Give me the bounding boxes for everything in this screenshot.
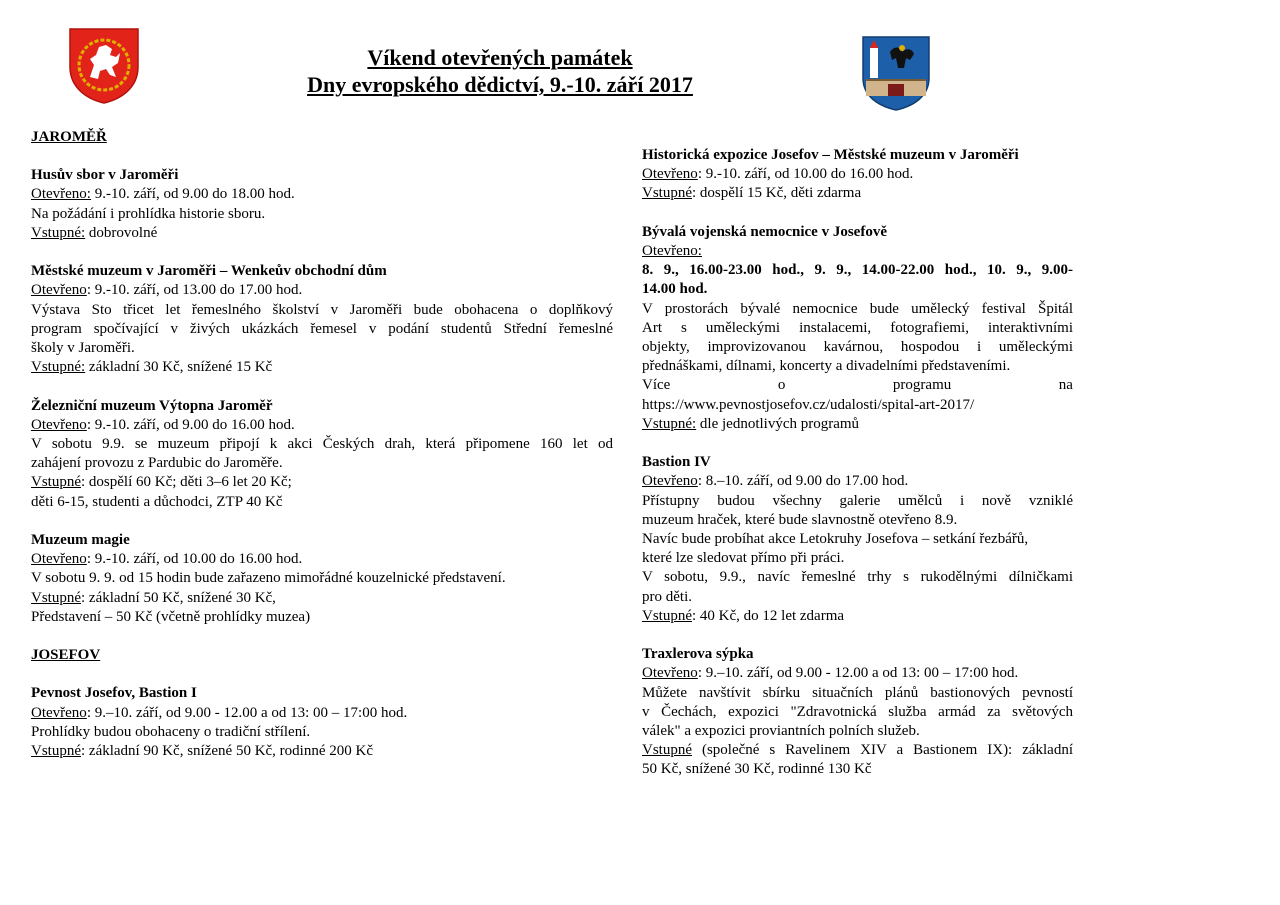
listing-title: Bývalá vojenská nemocnice v Josefově: [642, 223, 887, 240]
admission: Vstupné (společné s Ravelinem XIV a Bastionem IX): základní: [642, 742, 1073, 759]
program-url: https://www.pevnostjosefov.cz/udalosti/spital-art-2017/: [642, 396, 975, 413]
opening-hours: 8. 9., 16.00-23.00 hod., 9. 9., 14.00-22.00 hod., 10. 9., 9.00-: [642, 262, 1073, 279]
opening-hours: Otevřeno: 9.–10. září, od 9.00 - 12.00 a od 13: 00 – 17:00 hod.: [31, 704, 408, 721]
listing-text: pro děti.: [642, 588, 692, 605]
region-heading-josefov: JOSEFOV: [31, 647, 101, 664]
admission: Vstupné: základní 50 Kč, snížené 30 Kč,: [31, 589, 276, 606]
admission-extra: 50 Kč, snížené 30 Kč, rodinné 130 Kč: [642, 761, 872, 778]
listing-text: zahájení provozu z Pardubic do Jaroměře.: [31, 455, 283, 472]
listing-mestske-muzeum: [31, 262, 613, 377]
listing-title: Muzeum magie: [31, 532, 130, 549]
listing-text: V sobotu 9. 9. od 15 hodin bude zařazeno mimořádné kouzelnické představení.: [31, 570, 506, 587]
listing-text: Prohlídky budou obohaceny o tradiční střílení.: [31, 723, 311, 740]
admission: Vstupné: dospělí 15 Kč, děti zdarma: [642, 185, 862, 202]
opening-label: Otevřeno:: [642, 243, 702, 259]
listing-pevnost-josefov: [31, 684, 613, 761]
listing-text: přednáškami, dílnami, koncerty a divadelními představeními.: [642, 358, 1011, 375]
opening-hours: Otevřeno: 9.-10. září, od 10.00 do 16.00 hod.: [31, 551, 303, 568]
listing-note: Na požádání i prohlídka historie sboru.: [31, 205, 266, 222]
more-info-line: Více o programu na: [642, 377, 1073, 394]
opening-hours: Otevřeno: 9.-10. září, od 10.00 do 16.00 hod.: [642, 166, 914, 183]
listing-muzeum-magie: [31, 531, 613, 627]
right-column: [642, 146, 1073, 799]
listing-title: Železniční muzeum Výtopna Jaroměř: [31, 397, 273, 414]
listing-title: Husův sbor v Jaroměři: [31, 167, 179, 184]
josefov-coat-of-arms: [860, 34, 932, 112]
listing-text: školy v Jaroměři.: [31, 340, 135, 357]
admission: Vstupné: 40 Kč, do 12 let zdarma: [642, 607, 845, 624]
listing-text: Výstava Sto třicet let řemeslného školství v Jaroměři bude obohacena o doplňkový: [31, 301, 613, 318]
opening-hours: Otevřeno: 9.–10. září, od 9.00 - 12.00 a od 13: 00 – 17:00 hod.: [642, 665, 1019, 682]
left-column: [31, 128, 613, 780]
admission: Vstupné: dobrovolné: [31, 224, 158, 241]
listing-traxlerova-sypka: [642, 645, 1073, 779]
jaromer-coat-of-arms: [66, 25, 142, 105]
opening-hours: Otevřeno: 8.–10. září, od 9.00 do 17.00 hod.: [642, 473, 909, 490]
admission-extra: děti 6-15, studenti a důchodci, ZTP 40 Kč: [31, 493, 283, 510]
opening-hours: Otevřeno: 9.-10. září, od 9.00 do 18.00 hod.: [31, 186, 295, 203]
listing-text: Můžete navštívit sbírku situačních plánů bastionových pevností: [642, 684, 1073, 701]
listing-text: program spočívající v živých ukázkách řemesel v podání studentů Střední řemeslné: [31, 320, 613, 337]
opening-hours: Otevřeno: 9.-10. září, od 9.00 do 16.00 hod.: [31, 416, 295, 433]
admission: Vstupné: základní 90 Kč, snížené 50 Kč, rodinné 200 Kč: [31, 743, 373, 760]
listing-title: Pevnost Josefov, Bastion I: [31, 685, 197, 702]
listing-bastion-iv: [642, 453, 1073, 626]
listing-text: Navíc bude probíhat akce Letokruhy Josefova – setkání řezbářů,: [642, 531, 1029, 548]
listing-hus-sbor: [31, 166, 613, 243]
listing-text: Art s uměleckými instalacemi, fotografiemi, interaktivními: [642, 319, 1073, 336]
listing-text: V prostorách bývalé nemocnice bude umělecký festival Špitál: [642, 300, 1073, 317]
listing-title: Bastion IV: [642, 454, 711, 471]
listing-text: muzeum hraček, které bude slavnostně otevřeno 8.9.: [642, 511, 958, 528]
listing-text: Přístupny budou všechny galerie umělců i nově vzniklé: [642, 492, 1073, 509]
listing-text: válek" a expozici proviantních polních služeb.: [642, 723, 920, 740]
listing-title: Historická expozice Josefov – Městské muzeum v Jaroměři: [642, 147, 1019, 163]
listing-historicka-expozice: [642, 146, 1073, 204]
listing-text: V sobotu, 9.9., navíc řemeslné trhy s rukodělnými dílničkami: [642, 569, 1073, 586]
region-heading-jaromer: JAROMĚŘ: [31, 129, 107, 145]
listing-title: Traxlerova sýpka: [642, 646, 754, 663]
opening-hours: Otevřeno: 9.-10. září, od 13.00 do 17.00 hod.: [31, 282, 303, 299]
listing-text: které lze sledovat přímo při práci.: [642, 550, 845, 567]
admission: Vstupné: dle jednotlivých programů: [642, 415, 860, 432]
page-title: Víkend otevřených památek Dny evropského dědictví, 9.-10. září 2017: [307, 45, 693, 97]
admission-extra: Představení – 50 Kč (včetně prohlídky muzea): [31, 608, 311, 625]
listing-text: V sobotu 9.9. se muzeum připojí k akci Českých drah, která připomene 160 let od: [31, 436, 613, 453]
admission: Vstupné: základní 30 Kč, snížené 15 Kč: [31, 359, 273, 376]
listing-title: Městské muzeum v Jaroměři – Wenkeův obchodní dům: [31, 263, 387, 280]
listing-text: v Čechách, expozici "Zdravotnická služba armád za světových: [642, 703, 1073, 720]
listing-zeleznicni-muzeum: [31, 397, 613, 512]
listing-vojenska-nemocnice: [642, 223, 1073, 434]
opening-hours: 14.00 hod.: [642, 281, 708, 298]
admission: Vstupné: dospělí 60 Kč; děti 3–6 let 20 Kč;: [31, 474, 292, 491]
listing-text: objekty, improvizovanou kavárnou, hospodou i uměleckými: [642, 339, 1073, 356]
